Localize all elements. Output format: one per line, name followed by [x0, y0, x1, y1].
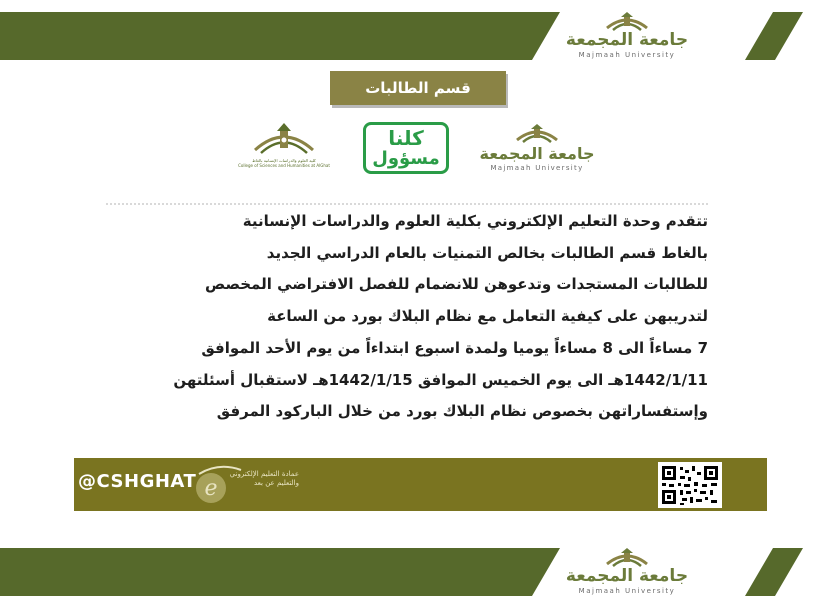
- college-name-ar: كلية العلوم والدراسات الإنسانية بالغاط: [252, 158, 316, 163]
- university-logo-header: [562, 12, 692, 60]
- header-accent-stripe: [745, 12, 803, 60]
- announcement-line: تتقدم وحدة التعليم الإلكتروني بكلية العلوم والدراسات الإنسانية: [242, 212, 708, 230]
- svg-text:e: e: [204, 476, 218, 501]
- logo-row: [0, 118, 827, 178]
- university-name-ar: جامعة المجمعة: [479, 144, 595, 163]
- announcement-line: لتدريبهن على كيفية التعامل مع نظام البلاك بورد من الساعة: [267, 307, 708, 326]
- footer-bar: [74, 458, 767, 511]
- badge-line-1: كلنا: [388, 126, 424, 150]
- footer-stripe: [0, 548, 560, 596]
- elearning-label: عمادة التعليم الإلكتروني والتعليم عن بعد: [229, 470, 299, 487]
- university-name-en: Majmaah University: [490, 164, 584, 172]
- college-logo: [237, 120, 331, 176]
- announcement-line: بالغاط قسم الطالبات بخالص التمنيات بالعام الدراسي الجديد: [266, 243, 708, 262]
- announcement-line: وإستفساراتهن بخصوص نظام البلاك بورد من خلال الباركود المرفق: [216, 402, 708, 421]
- dotted-divider: [105, 203, 708, 205]
- header-university-name-en: Majmaah University: [578, 51, 676, 59]
- college-emblem-icon: [249, 120, 319, 158]
- qr-code: [658, 462, 722, 508]
- header-university-name-ar: جامعة المجمعة: [565, 30, 689, 50]
- university-emblem-icon: [513, 122, 561, 144]
- footer-university-name-ar: جامعة المجمعة: [565, 566, 689, 586]
- department-title: قسم الطالبات: [330, 71, 506, 105]
- kulna-masool-badge: [363, 122, 449, 174]
- badge-line-2: مسؤول: [372, 148, 440, 169]
- announcement-text: [100, 206, 708, 428]
- university-logo-footer: [562, 548, 692, 596]
- college-name: [237, 158, 331, 168]
- footer-university-name-en: Majmaah University: [578, 587, 676, 595]
- announcement-line: 7 مساءاً الى 8 مساءاً يوميا ولمدة اسبوع ابتداءاً من يوم الأحد الموافق: [201, 338, 708, 357]
- university-emblem-icon: [603, 10, 651, 32]
- header-stripe: [0, 12, 560, 60]
- announcement-line: 1442/1/11هـ الى يوم الخميس الموافق 1442/1/15هـ لاستقبال أسئلتهن: [173, 370, 708, 389]
- footer-band: [0, 548, 827, 596]
- announcement-line: للطالبات المستجدات وتدعوهن للانضمام للفصل الافتراضي المخصص: [205, 275, 708, 294]
- header-band: [0, 12, 827, 60]
- qr-code-icon: [658, 462, 722, 508]
- university-emblem-icon: [603, 546, 651, 568]
- college-name-en: College of Sciences and Humanities at AlGhat: [238, 163, 330, 168]
- university-logo: [478, 122, 596, 178]
- elearning-logo: [189, 462, 304, 508]
- social-handle: @CSHGHAT: [78, 471, 197, 492]
- footer-accent-stripe: [745, 548, 803, 596]
